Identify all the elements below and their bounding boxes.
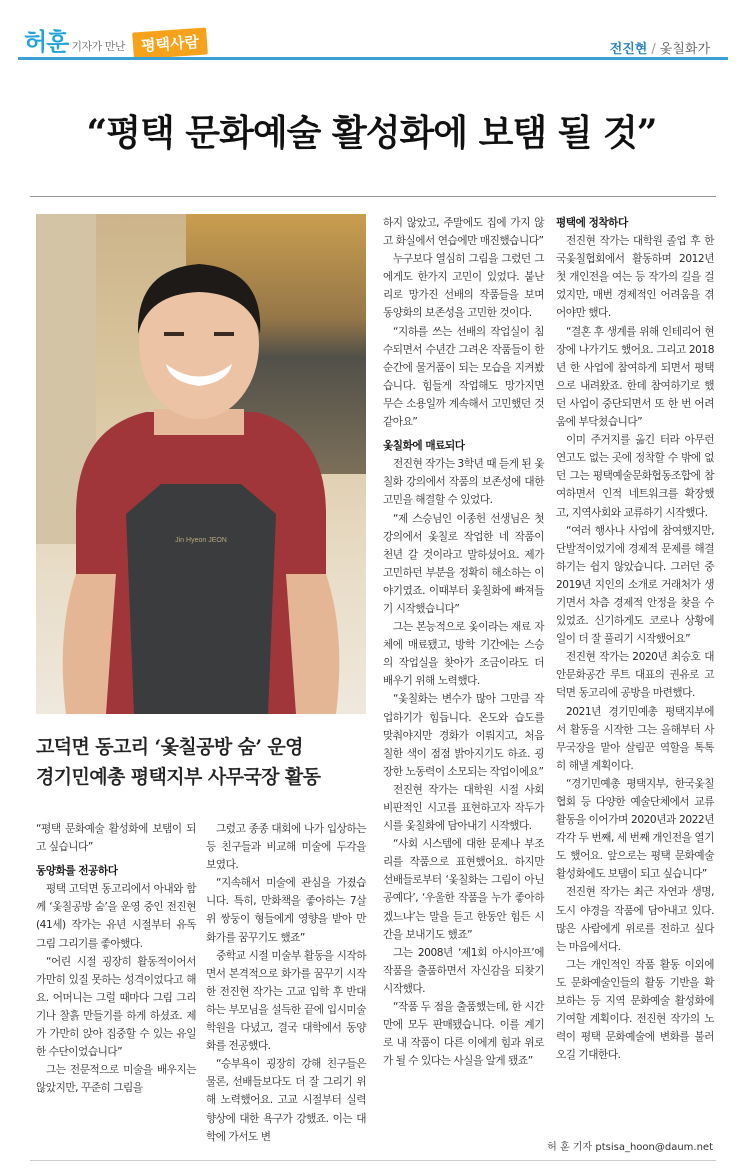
column-middle [206,820,366,1146]
body-paragraph: 전진현 작가는 최근 자연과 생명, 도시 야경을 작품에 담아내고 있다. 많은 사람에게 위로를 전하고 싶다는 마음에서다. [556,886,714,953]
pull-quote: “평택 문화예술 활성화에 보탬이 되고 싶습니다” [36,823,196,854]
body-paragraph: “여러 행사나 사업에 참여했지만, 단발적이었기에 경제적 문제를 해결하기는 쉽지 않았습니다. 그러던 중 2019년 지인의 소개로 거래처가 생기면서 차츰 경제적 안정을 찾을 수 있었죠. 신기하게도 코로나 상황에 일이 더 잘 풀리기 시작했어요” [556,524,714,646]
body-paragraph: 그렸고 종종 대회에 나가 입상하는 등 친구들과 비교해 미술에 두각을 보였다. [206,823,366,872]
body-paragraph: 전진현 작가는 3학년 때 듣게 된 옻칠화 강의에서 작품의 보존성에 대한 고민을 해결할 수 있었다. [383,458,544,507]
header-divider [18,57,728,60]
article-headline: “평택 문화예술 활성화에 보탬 될 것” [86,112,657,154]
interviewee-name: 전진현 [609,42,648,57]
column-logo [24,22,207,57]
section-header [18,18,728,62]
logo-badge: 평택사람 [132,27,208,59]
body-paragraph: 전진현 작가는 대학원 시절 사회 비판적인 시고를 표현하고자 작두가 시를 옻칠화에 담아내기 시작했다. [383,783,544,833]
pull-quote: 하지 않았고, 주말에도 집에 가지 않고 화실에서 연습에만 매진했습니다” [383,217,544,248]
body-paragraph: 평택 고덕면 동고리에서 아내와 함께 ‘옻칠공방 숨’을 운영 중인 전진현(41세) 작가는 유년 시절부터 유독 그림 그리기를 좋아했다. [36,883,196,950]
portrait-photo [36,214,366,714]
logo-main-text: 허훈 [24,28,69,56]
body-paragraph: “지속해서 미술에 관심을 가졌습니다. 특히, 만화책을 좋아하는 7살 위 쌍둥이 형들에게 영향을 받아 만화가를 꿈꾸기도 했죠” [206,877,366,944]
body-paragraph: 그는 개인적인 작품 활동 이외에도 문화예술인들의 활동 기반을 확보하는 등 지역 문화예술 활성화에 기여할 계획이다. 전진현 작가의 노력이 평택 문화예술에 변화를 불러오길 기대한다. [556,958,714,1062]
body-paragraph: 누구보다 열심히 그림을 그렸던 그에게도 한가지 고민이 있었다. 붙난리로 망가진 선배의 작품들을 보며 동양화의 보존성을 고민한 것이다. [383,253,544,320]
interviewee-role: 옻칠화가 [659,42,710,57]
section-heading: 동양화를 전공하다 [36,865,118,878]
body-paragraph: 전진현 작가는 대학원 졸업 후 한국옻칠협회에서 활동하며 2012년 첫 개인전을 여는 등 작가의 길을 걸었지만, 매번 경제적인 어려움을 겪어야만 했다. [556,235,714,320]
body-paragraph: “승부욕이 굉장히 강해 친구들은 물론, 선배들보다도 더 잘 그리기 위해 노력했어요. 고교 시절부터 실력 향상에 대한 욕구가 강했죠. 이는 대학에 가서도 변 [206,1058,366,1143]
subhead-line-2: 경기민예총 평택지부 사무국장 활동 [36,766,321,788]
body-paragraph: “지하를 쓰는 선배의 작업실이 침수되면서 수년간 그려온 작품들이 한순간에 물거품이 되는 모습을 지켜봤습니다. 힘들게 작업해도 망가지면 무슨 소용일까 계속해서 고민했던 것 같아요” [383,325,544,429]
body-paragraph: “결혼 후 생계를 위해 인테리어 현장에 나가기도 했어요. 그리고 2018년 한 사업에 참여하게 되면서 평택으로 내려왔죠. 한데 참여하기로 했던 사업이 중단되면서 또 한 번 어려움에 부닥쳤습니다” [556,325,714,429]
section-heading: 옻칠화에 매료되다 [383,440,465,453]
body-paragraph: “사회 시스템에 대한 문제나 부조리를 작품으로 표현했어요. 하지만 선배들로부터 ‘옻칠화는 그림이 아닌 공예다’, ‘우울한 작품을 누가 좋아하겠느냐’는 말을 듣고 한동안 힘든 시간을 보내기도 했죠” [383,838,544,941]
body-paragraph: “경기민예총 평택지부, 한국옻칠협회 등 다양한 예술단체에서 교류 활동을 이어가며 2020년과 2022년 각각 두 번째, 세 번째 개인전을 열기도 했어요. 앞으로는 평택 문화예술 활성화에도 보탬이 되고 싶습니다” [556,777,714,881]
column-fourth [556,214,714,1064]
body-paragraph: 전진현 작가는 2020년 최승호 대안문화공간 루트 대표의 권유로 고덕면 동고리에 공방을 마련했다. [556,651,714,700]
body-paragraph: 그는 전문적으로 미술을 배우지는 않았지만, 꾸준히 그림을 [36,1064,196,1095]
body-paragraph: “어린 시절 굉장히 활동적이어서 가만히 있질 못하는 성격이었다고 해요. 어머니는 그럴 때마다 그림 그리기나 찰흙 만들기를 하게 하셨죠. 제가 가만히 앉아 집중할 수 있는 유일한 수단이었습니다” [36,955,196,1059]
body-paragraph: 그는 본능적으로 옻이라는 재료 자체에 매료됐고, 방학 기간에는 스승의 작업실을 찾아가 조금이라도 더 배우기 위해 노력했다. [383,621,544,688]
reporter-credit: 허 훈 기자 ptsisa_hoon@daum.net [547,1142,713,1153]
column-left [36,820,196,1097]
subhead-line-1: 고덕면 동고리 ‘옻칠공방 숨’ 운영 [36,736,303,758]
body-paragraph: 그는 2008년 ‘제1회 아시아프’에 작품을 출품하면서 자신감을 되찾기 시작했다. [383,946,544,995]
article-subhead [36,732,366,792]
apron-embroidery: Jin Hyeon JEON [175,537,227,544]
body-paragraph: “옻칠화는 변수가 많아 그만큼 작업하기가 힘듭니다. 온도와 습도를 맞춰야지만 경화가 이뤄지고, 처음 칠한 색이 점점 밝아지기도 하죠. 굉장한 노동력이 소모되는 작업이에요” [383,693,544,778]
body-paragraph: “제 스승님인 이종헌 선생님은 첫 강의에서 옻칠로 작업한 네 작품이 천년 갈 것이라고 말하셨어요. 제가 고민하던 부분을 정확히 해소하는 이야기였죠. 이때부터 옻칠화에 빠져들기 시작했습니다” [383,512,544,615]
body-paragraph: 2021년 경기민예총 평택지부에서 활동을 시작한 그는 올해부터 사무국장을 맡아 살림꾼 역할을 톡톡히 해낼 계획이다. [556,705,714,772]
headline-rule [30,196,716,197]
footer-rule [30,1160,716,1161]
section-heading: 평택에 정착하다 [556,217,628,229]
column-third [383,214,544,1070]
body-paragraph: 이미 주거지를 옮긴 터라 아무런 연고도 없는 곳에 정착할 수 밖에 없던 그는 평택예술문화협동조합에 참여하면서 인적 네트워크를 확장했고, 지역사회와 교류하기 시작했다. [556,434,714,519]
body-paragraph: “작품 두 점을 출품했는데, 한 시간 만에 모두 판매됐습니다. 이를 계기로 내 작품이 다른 이에게 힘과 위로가 될 수 있다는 사실을 알게 됐죠” [383,1001,544,1068]
logo-sub-text: 기자가 만난 [71,40,126,53]
interviewee-byline: 전진현 / 옻칠화가 [609,42,710,57]
body-paragraph: 중학교 시절 미술부 활동을 시작하면서 본격적으로 화가를 꿈꾸기 시작한 전진현 작가는 고교 입학 후 반대하는 부모님을 설득한 끝에 입시미술학원을 다녔고, 결국 대학에서 동양화를 전공했다. [206,949,366,1053]
